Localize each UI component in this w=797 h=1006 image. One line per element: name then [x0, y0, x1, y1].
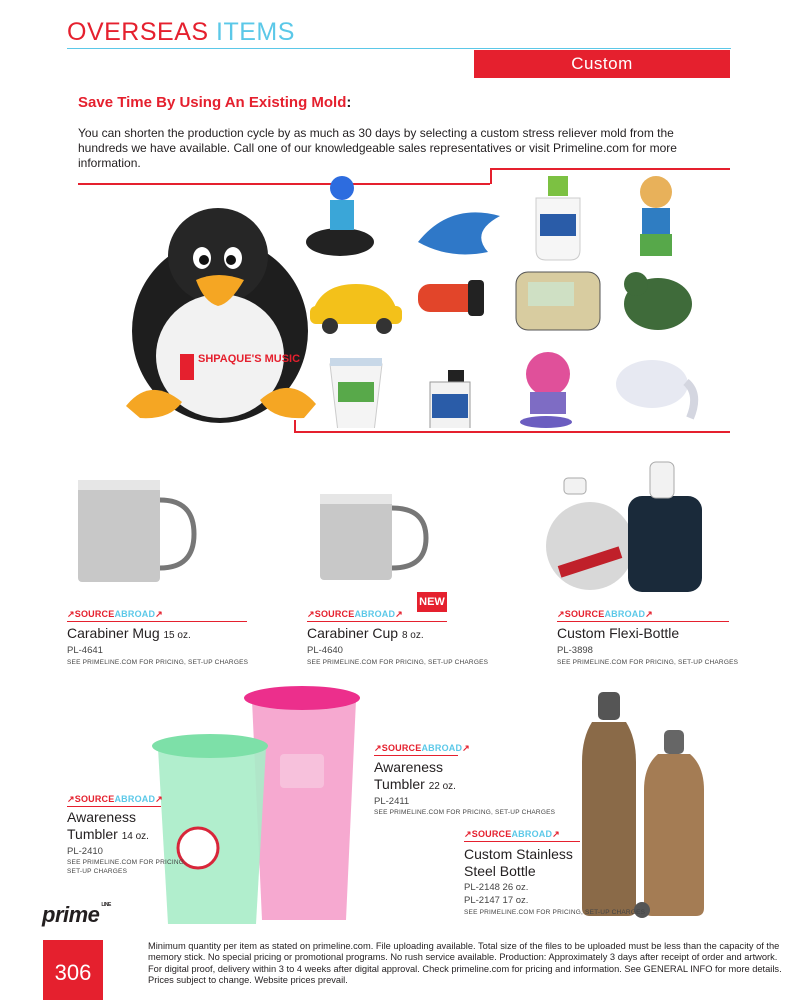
hula-figure-image: [640, 176, 672, 256]
source-abroad-tag: ↗SOURCEABROAD↗: [67, 794, 163, 804]
pricing-note: SEE PRIMELINE.COM FOR PRICING, SET-UP CHARGES: [307, 659, 489, 666]
source-rule: [307, 621, 447, 622]
source-abroad-tag: ↗SOURCEABROAD↗: [374, 743, 470, 753]
product-code: PL-2411: [374, 796, 410, 807]
product-name-carabiner-cup: Carabiner Cup 8 oz.: [307, 625, 424, 641]
primeline-logo: prime $^{LINE}$: [42, 902, 111, 927]
stress-shapes-grid: [300, 172, 720, 428]
dinosaur-image: [624, 272, 692, 330]
source-abroad-tag: ↗SOURCEABROAD↗: [464, 829, 560, 839]
carabiner-cup-image: [316, 490, 432, 586]
product-code: PL-4640: [307, 645, 343, 656]
flexi-bottle-image: [540, 458, 720, 594]
pricing-note: SEE PRIMELINE.COM FOR PRICING, SET-UP CHARGES: [67, 659, 249, 666]
product-code: PL-4641: [67, 645, 103, 656]
source-rule: [464, 841, 580, 842]
oil-bottle-image: [430, 370, 470, 428]
carabiner-mug-image: [70, 476, 200, 588]
pricing-note: SEE PRIMELINE.COM FOR PRICING, SET-UP CHARGES: [374, 809, 556, 816]
pricing-note: SEE PRIMELINE.COM FOR PRICING, SET-UP CHARGES: [464, 909, 646, 916]
frame-line-bottom: [294, 431, 730, 433]
elephant-image: [616, 360, 694, 418]
footer-disclaimer: Minimum quantity per item as stated on primeline.com. File uploading available. Total size of the files to be uploaded must be less than the capacity of the memory stick. No special pricing or promotional programs. No rush service available. Production: Approximately 3 days after receipt of order and artwork. For digital proof, delivery within 3 to 4 weeks after digital approval. Check primeline.com for pricing and information. See GENERAL INFO for more details. Prices subject to change. Website prices prevail.: [148, 941, 782, 986]
product-name-steel-bottle: Custom Stainless: [464, 846, 573, 862]
frame-line-top-right: [490, 168, 730, 170]
page-title: OVERSEAS ITEMS: [67, 18, 295, 46]
pricing-note: SEE PRIMELINE.COM FOR PRICING,: [67, 859, 187, 866]
pink-animal-figure-image: [520, 352, 572, 428]
source-rule: [67, 621, 247, 622]
car-image: [310, 284, 402, 334]
product-name-carabiner-mug: Carabiner Mug 15 oz.: [67, 625, 191, 641]
stainless-steel-bottles-image: [582, 692, 732, 928]
mold-description: You can shorten the production cycle by as much as 30 days by selecting a custom stress reliever mold from the hundreds we have available. Call one of our knowledgeable sales representatives or visit Primeline.com for more information.: [78, 126, 677, 170]
yogurt-cup-image: [330, 358, 382, 428]
product-code: PL-3898: [557, 645, 593, 656]
liquid-paper-bottle-image: [536, 176, 580, 260]
product-name-flexi-bottle: Custom Flexi-Bottle: [557, 625, 680, 641]
pager-device-image: [516, 272, 600, 330]
flashlight-image: [418, 280, 484, 316]
product-name-awareness-tumbler-14-line2: Tumbler 14 oz.: [67, 826, 149, 842]
pricing-note-line2: SET-UP CHARGES: [67, 868, 128, 875]
awareness-tumblers-image: [150, 682, 362, 934]
product-code: PL-2410: [67, 846, 103, 857]
source-abroad-tag: ↗SOURCEABROAD↗: [307, 609, 403, 619]
source-rule: [374, 755, 458, 756]
product-code: PL-2148 26 oz.: [464, 882, 529, 893]
product-name-steel-bottle-line2: Steel Bottle: [464, 863, 536, 879]
penguin-imprint-text: SHPAQUE'S MUSIC: [198, 353, 301, 365]
source-abroad-tag: ↗SOURCEABROAD↗: [67, 609, 163, 619]
header-rule: [67, 48, 731, 49]
penguin-stress-reliever-image: [120, 206, 320, 430]
new-badge: NEW: [417, 592, 447, 612]
section-tab-custom: Custom: [474, 50, 730, 78]
shark-image: [418, 212, 500, 254]
product-name-awareness-tumbler-14: Awareness: [67, 809, 137, 825]
product-name-awareness-tumbler-22: Awareness: [374, 759, 444, 775]
product-code: PL-2147 17 oz.: [464, 895, 529, 906]
source-rule: [557, 621, 729, 622]
jetski-rider-image: [306, 176, 374, 256]
page-number: 306: [43, 940, 103, 1000]
source-rule: [67, 806, 161, 807]
source-abroad-tag: ↗SOURCEABROAD↗: [557, 609, 653, 619]
product-name-awareness-tumbler-22-line2: Tumbler 22 oz.: [374, 776, 456, 792]
pricing-note: SEE PRIMELINE.COM FOR PRICING, SET-UP CHARGES: [557, 659, 739, 666]
mold-heading: Save Time By Using An Existing Mold:: [78, 94, 352, 111]
